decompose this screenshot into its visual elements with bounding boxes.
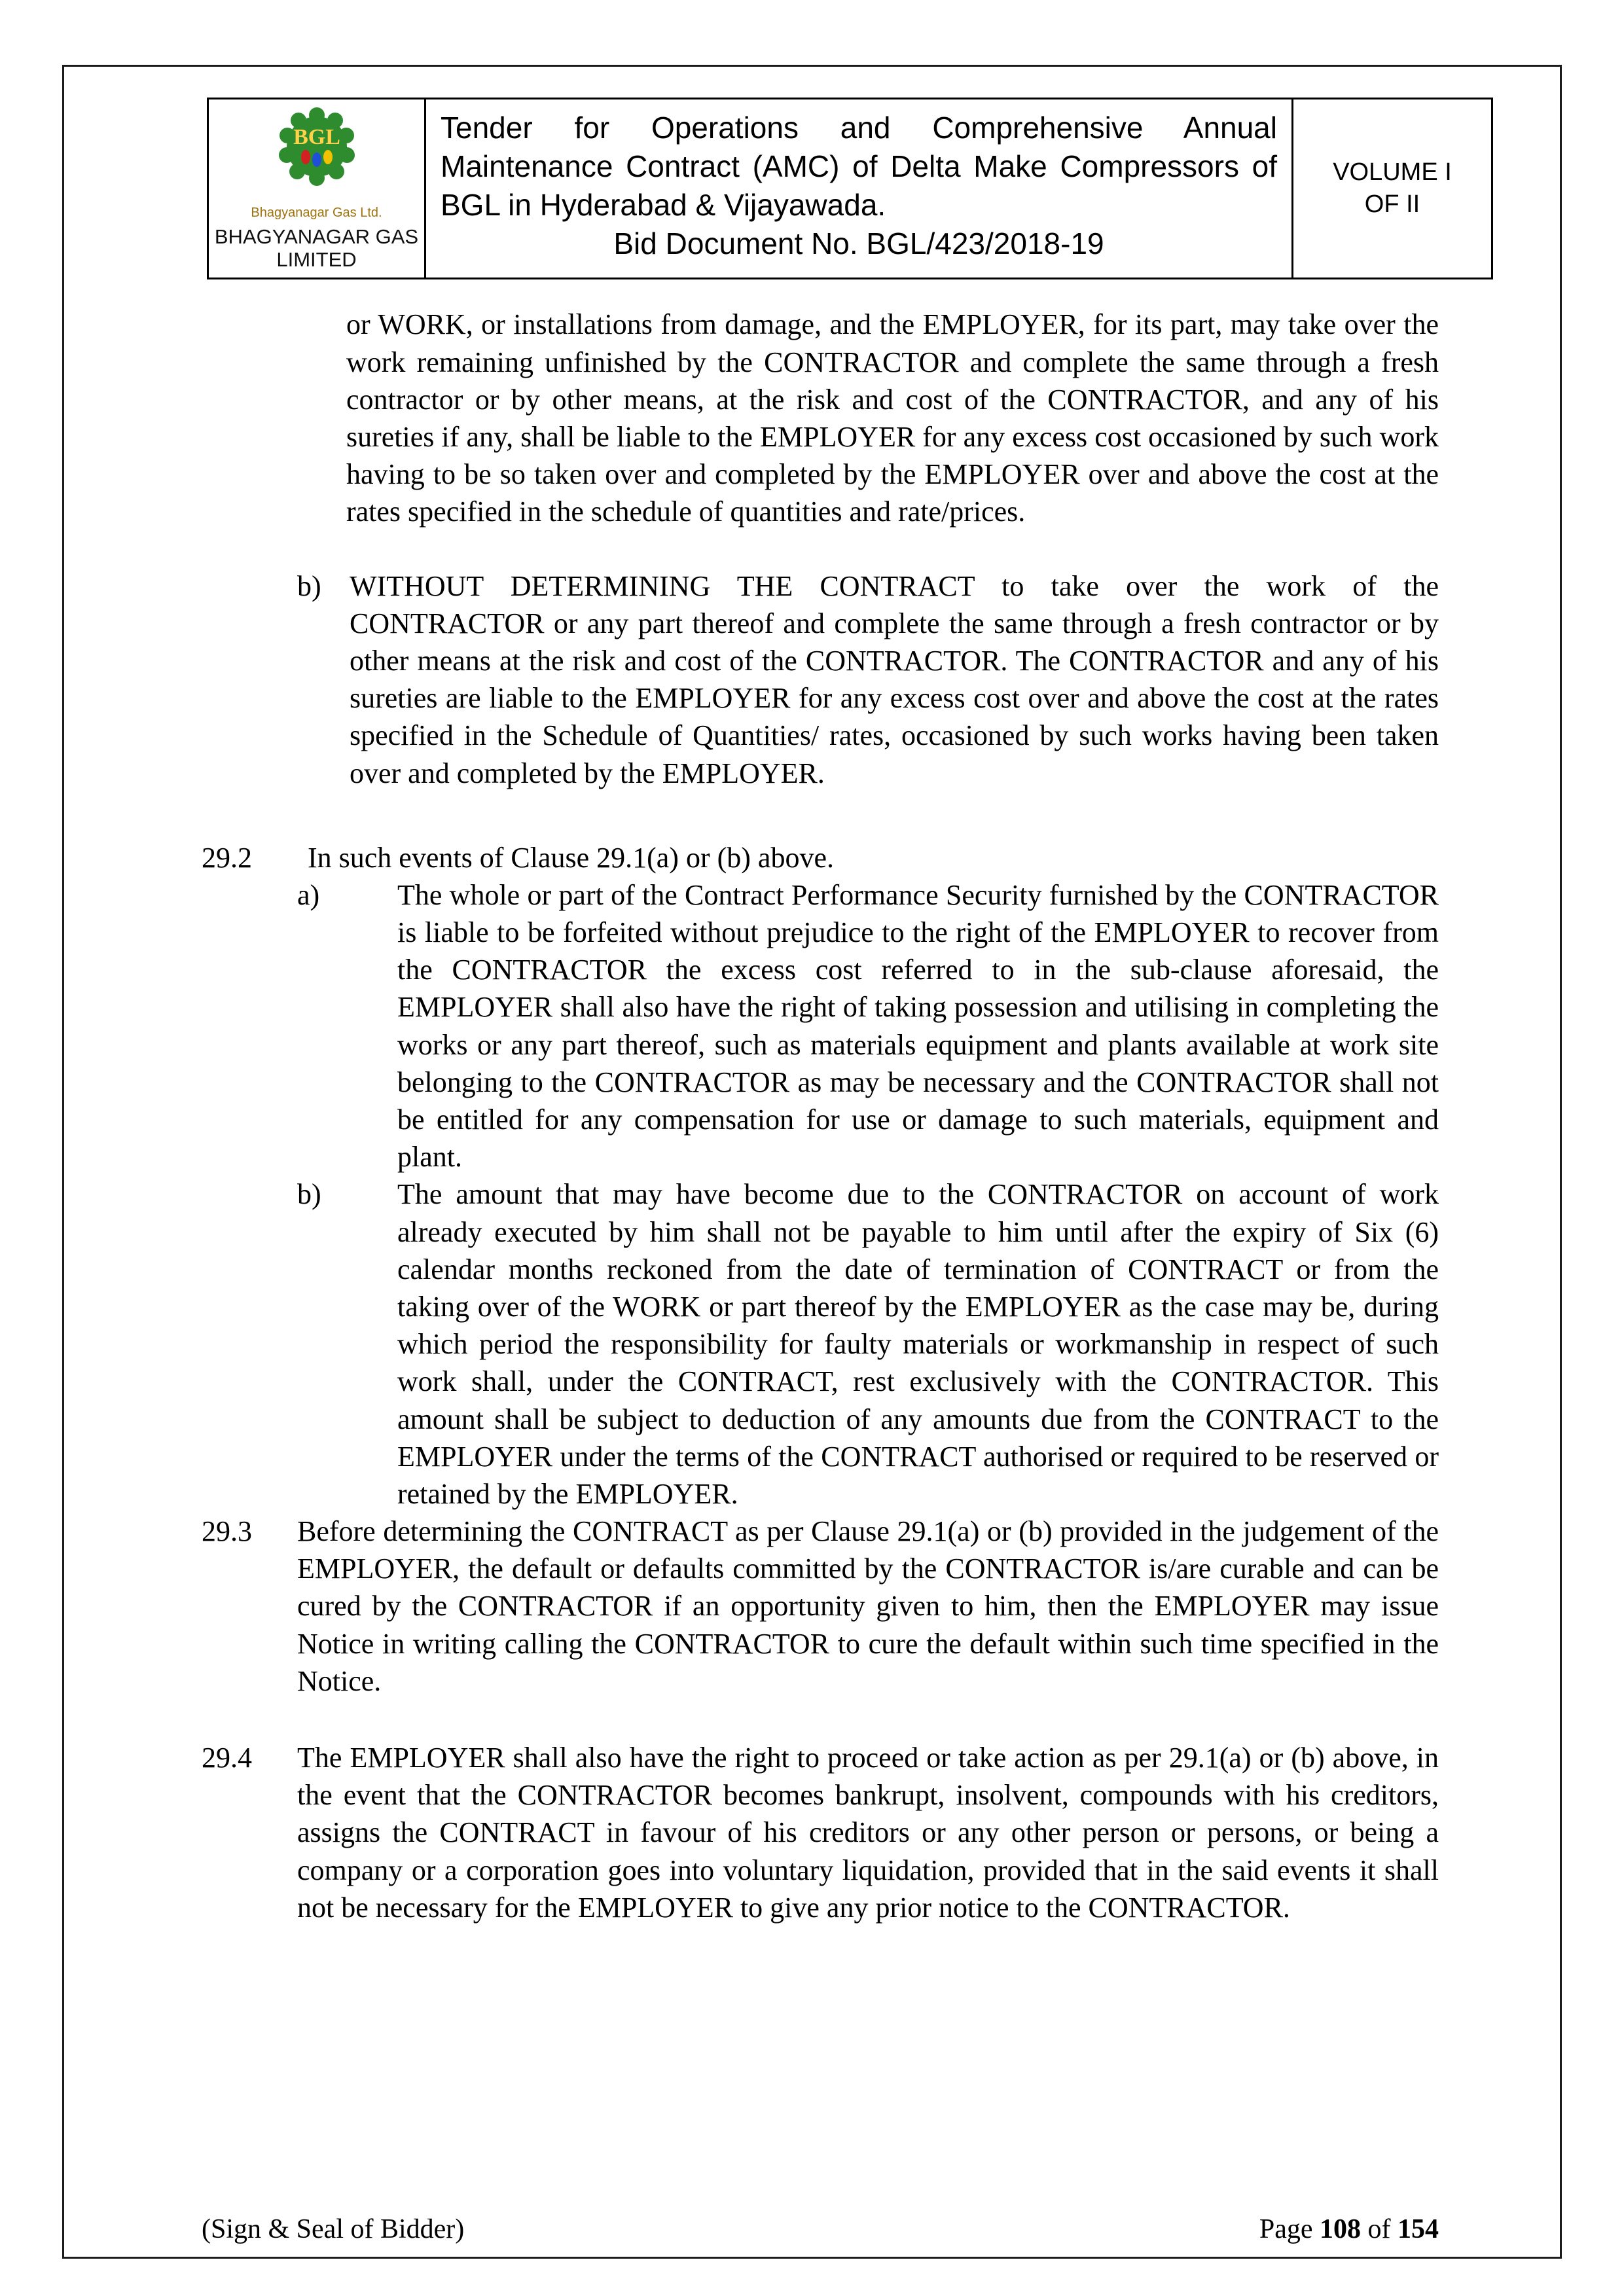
- clause-body: [297, 839, 1439, 1513]
- page-footer: [202, 2214, 1439, 2245]
- clause-291b-item: [297, 567, 1439, 792]
- clause-text: The EMPLOYER shall also have the right to proceed or take action as per 29.1(a) or (b) above, in the event that the CONTRACTOR becomes bankrupt, insolvent, compounds with his creditors, assigns the CONTRACT in favour of his creditors or any other person or persons, or being a company or a corporation goes into voluntary liquidation, provided that in the said events it shall not be necessary for the EMPLOYER to give any prior notice to the CONTRACTOR.: [297, 1742, 1439, 1924]
- header-table: [207, 98, 1493, 279]
- tender-title: Tender for Operations and Comprehensive Annual Maintenance Contract (AMC) of Delta Make Compressors of BGL in Hyderabad & Vijayawada.: [441, 111, 1277, 222]
- sign-seal-note: (Sign & Seal of Bidder): [202, 2214, 465, 2244]
- page-number: 108: [1320, 2214, 1361, 2244]
- clause-294: [202, 1739, 1439, 1926]
- volume-line1: VOLUME I: [1333, 158, 1452, 186]
- clause-291a-continuation: or WORK, or installations from damage, and the EMPLOYER, for its part, may take over the work remaining unfinished by the CONTRACTOR and complete the same through a fresh contractor or by other means, at the risk and cost of the CONTRACTOR, and any of his sureties if any, shall be liable to the EMPLOYER for any excess cost occasioned by such work having to be so taken over and completed by the EMPLOYER over and above the cost at the rates specified in the schedule of quantities and rate/prices.: [346, 308, 1439, 528]
- logo-cell: [209, 99, 426, 278]
- of-label: of: [1361, 2214, 1398, 2244]
- item-text: The amount that may have become due to the CONTRACTOR on account of work already executed by him shall not be payable to him until after the expiry of Six (6) calendar months reckoned from the date of termination of CONTRACT or from the taking over of the WORK or part thereof by the EMPLOYER as the case may be, during which period the responsibility for faulty materials or workmanship in respect of such work shall, under the CONTRACT, rest exclusively with the CONTRACTOR. This amount shall be subject to deduction of any amounts due from the CONTRACT to the EMPLOYER under the terms of the CONTRACT authorised or required to be reserved or retained by the EMPLOYER.: [397, 1178, 1439, 1510]
- logo-subtext: Bhagyanagar Gas Ltd.: [251, 206, 382, 220]
- bid-document-number: Bid Document No. BGL/423/2018-19: [613, 226, 1104, 260]
- clause-text: Before determining the CONTRACT as per Clause 29.1(a) or (b) provided in the judgement of the EMPLOYER, the default or defaults committed by the CONTRACTOR is/are curable and can be cured by the CONTRACTOR if an opportunity given to him, then the EMPLOYER may issue Notice in writing calling the CONTRACTOR to cure the default within such time specified in the Notice.: [297, 1515, 1439, 1697]
- clause-292b-item: [297, 1175, 1439, 1513]
- clause-heading: In such events of Clause 29.1(a) or (b) above.: [308, 841, 834, 874]
- item-text: WITHOUT DETERMINING THE CONTRACT to take over the work of the CONTRACTOR or any part thereof and complete the same through a fresh contractor or by other means at the risk and cost of the CONTRACTOR. The CONTRACTOR and any of his sureties are liable to the EMPLOYER for any excess cost over and above the cost at the rates specified in the Schedule of Quantities/ rates, occasioned by such works having been taken over and completed by the EMPLOYER.: [350, 569, 1439, 789]
- volume-cell: [1293, 99, 1491, 278]
- item-label: a): [297, 878, 320, 911]
- bgl-logo-icon: [261, 106, 372, 204]
- tender-title-cell: [426, 99, 1293, 278]
- clause-number: 29.3: [202, 1515, 252, 1548]
- clause-292: [202, 839, 1439, 1513]
- clause-number: 29.2: [202, 841, 252, 874]
- company-name: BHAGYANAGAR GAS LIMITED: [214, 225, 419, 271]
- page-total: 154: [1398, 2214, 1439, 2244]
- item-label: b): [297, 569, 321, 602]
- clause-number: 29.4: [202, 1742, 252, 1774]
- volume-line2: OF II: [1364, 190, 1420, 219]
- item-text: The whole or part of the Contract Performance Security furnished by the CONTRACTOR is liable to be forfeited without prejudice to the right of the EMPLOYER to recover from the CONTRACTOR the excess cost referred to in the sub-clause aforesaid, the EMPLOYER shall also have the right of taking possession and utilising in completing the works or any part thereof, such as materials equipment and plants available at work site belonging to the CONTRACTOR as may be necessary and the CONTRACTOR shall not be entitled for any compensation for use or damage to such materials, equipment and plant.: [397, 878, 1439, 1174]
- item-label: b): [297, 1178, 321, 1211]
- document-body: [202, 306, 1439, 1926]
- page-border: [62, 65, 1562, 2259]
- logo-bgl-text: BGL: [293, 125, 340, 149]
- clause-293: [202, 1513, 1439, 1700]
- clause-292a-item: [297, 876, 1439, 1176]
- page-number-indicator: [1259, 2214, 1439, 2245]
- page-label: Page: [1259, 2214, 1320, 2244]
